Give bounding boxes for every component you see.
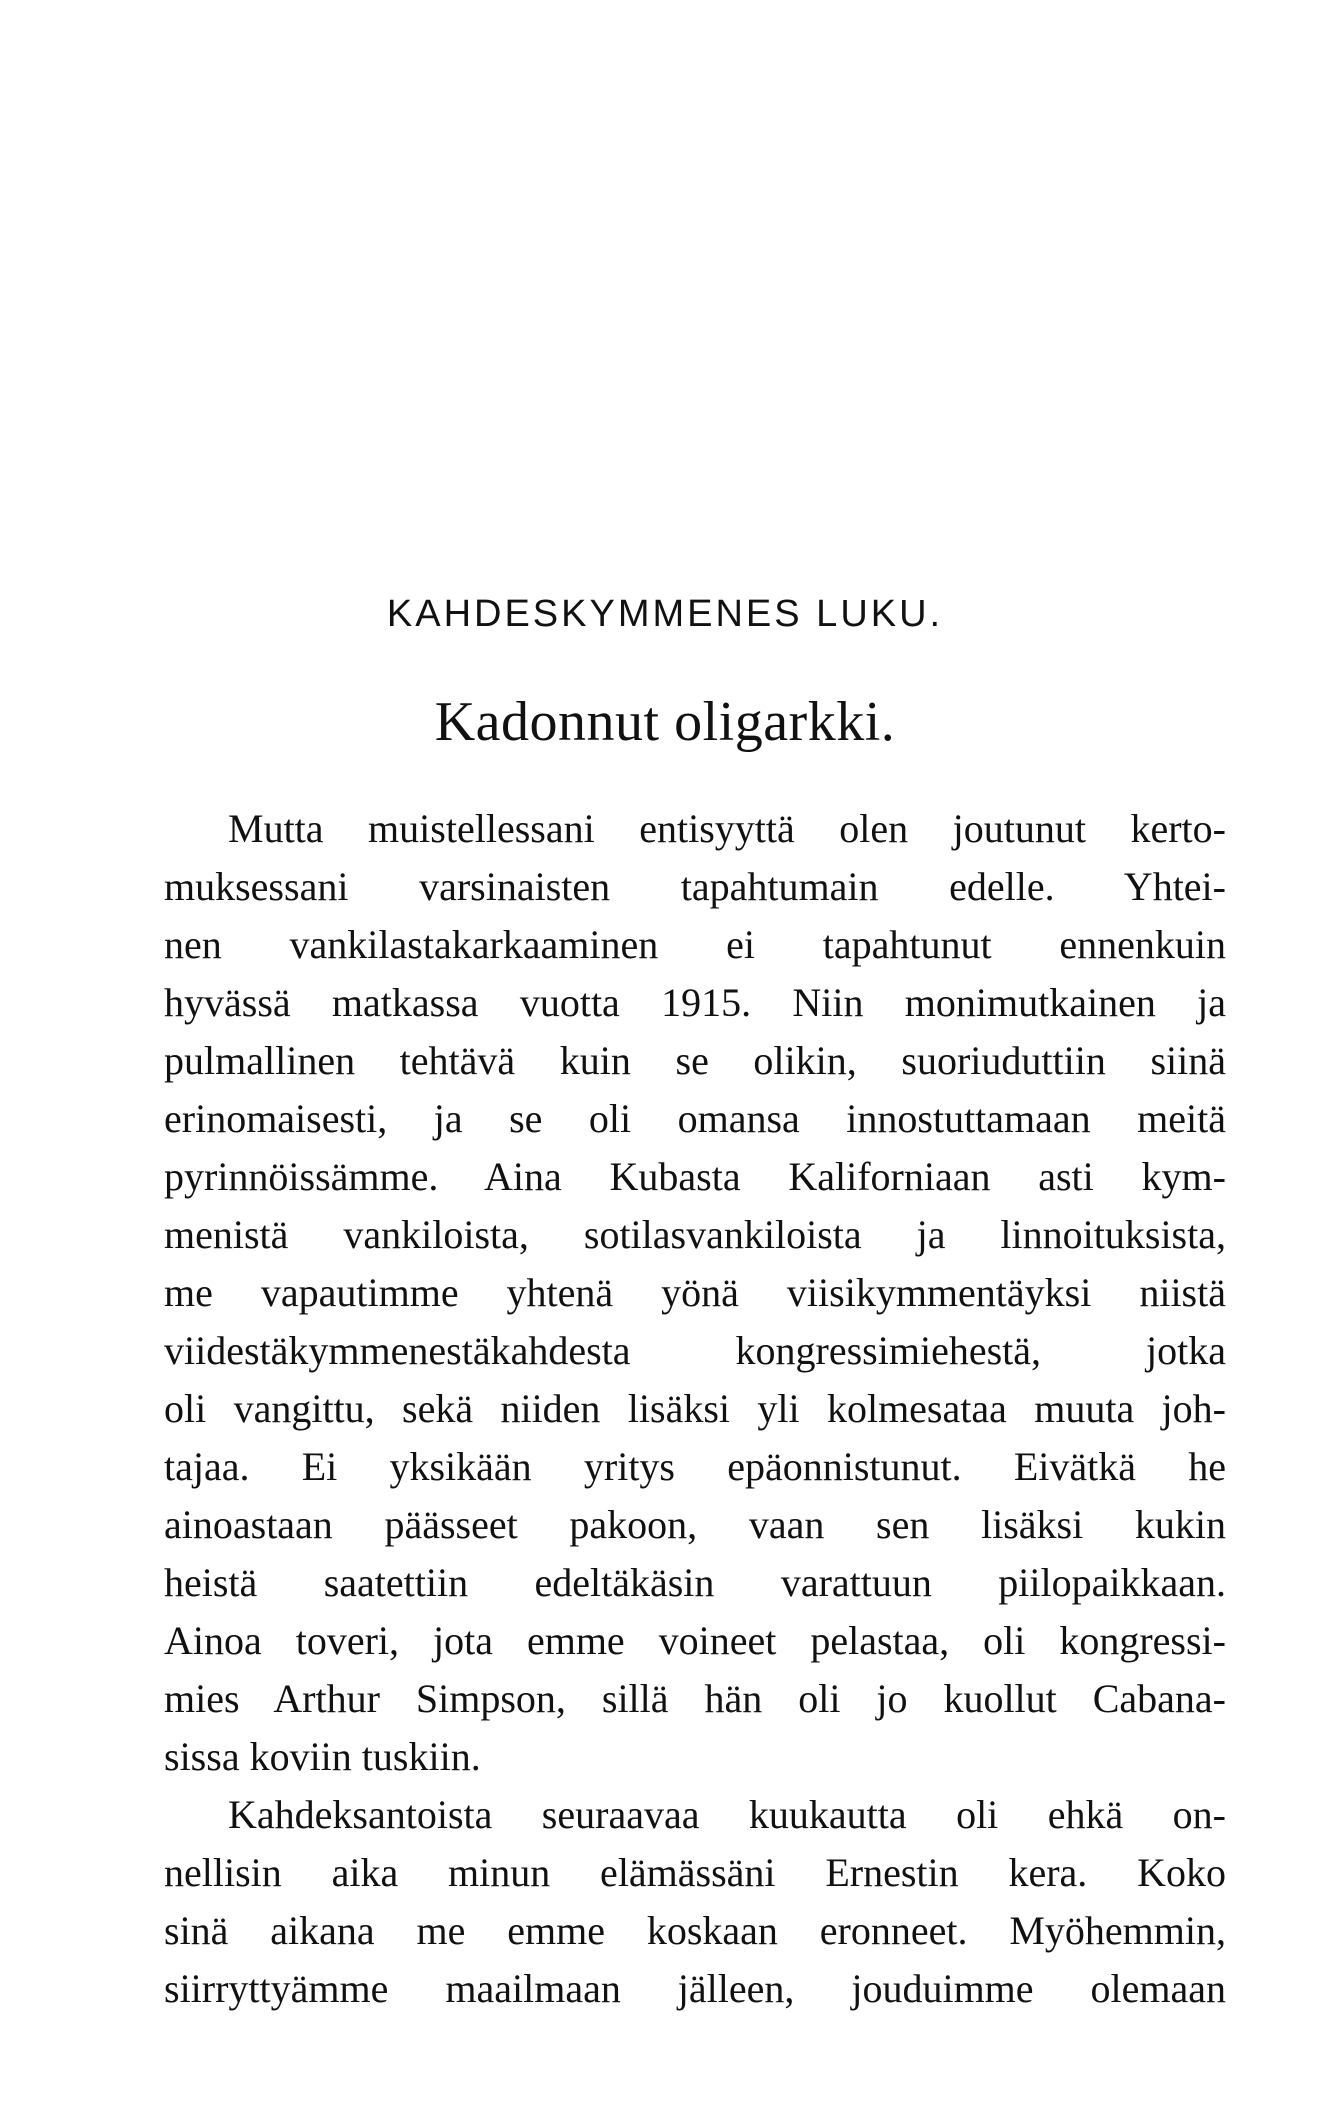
text-line: pyrinnöissämme. Aina Kubasta Kaliforniaan asti kym- (164, 1154, 1226, 1199)
text-line: pulmallinen tehtävä kuin se olikin, suoriuduttiin siinä (164, 1038, 1226, 1083)
paragraph (164, 800, 1226, 1786)
text-line: Kahdeksantoista seuraavaa kuukautta oli ehkä on- (228, 1792, 1226, 1837)
text-line: tajaa. Ei yksikään yritys epäonnistunut. Eivätkä he (164, 1444, 1226, 1489)
text-line: muksessani varsinaisten tapahtumain edelle. Yhtei- (164, 864, 1226, 909)
text-line: nen vankilastakarkaaminen ei tapahtunut ennenkuin (164, 922, 1226, 967)
text-line: Mutta muistellessani entisyyttä olen joutunut kerto- (228, 806, 1226, 851)
text-line: erinomaisesti, ja se oli omansa innostuttamaan meitä (164, 1096, 1226, 1141)
text-line: nellisin aika minun elämässäni Ernestin kera. Koko (164, 1850, 1226, 1895)
text-line: sissa koviin tuskiin. (164, 1734, 481, 1779)
chapter-title: Kadonnut oligarkki. (434, 691, 896, 753)
text-line: ainoastaan päässeet pakoon, vaan sen lisäksi kukin (164, 1502, 1226, 1547)
text-line: viidestäkymmenestäkahdesta kongressimiehestä, jotka (164, 1328, 1226, 1373)
text-line: sinä aikana me emme koskaan eronneet. Myöhemmin, (164, 1908, 1226, 1953)
text-line: hyvässä matkassa vuotta 1915. Niin monimutkainen ja (164, 980, 1226, 1025)
text-line: oli vangittu, sekä niiden lisäksi yli kolmesataa muuta joh- (164, 1386, 1226, 1431)
text-line: heistä saatettiin edeltäkäsin varattuun piilopaikkaan. (164, 1560, 1226, 1605)
text-line: me vapautimme yhtenä yönä viisikymmentäyksi niistä (164, 1270, 1226, 1315)
text-line: mies Arthur Simpson, sillä hän oli jo kuollut Cabana- (164, 1676, 1226, 1721)
chapter-label: KAHDESKYMMENES LUKU. (386, 593, 944, 635)
text-line: siirryttyämme maailmaan jälleen, jouduimme olemaan (164, 1966, 1226, 2011)
paragraph (164, 1786, 1226, 2018)
text-line: menistä vankiloista, sotilasvankiloista ja linnoituksista, (164, 1212, 1226, 1257)
text-line: Ainoa toveri, jota emme voineet pelastaa, oli kongressi- (164, 1618, 1226, 1663)
body-text (164, 800, 1226, 2018)
